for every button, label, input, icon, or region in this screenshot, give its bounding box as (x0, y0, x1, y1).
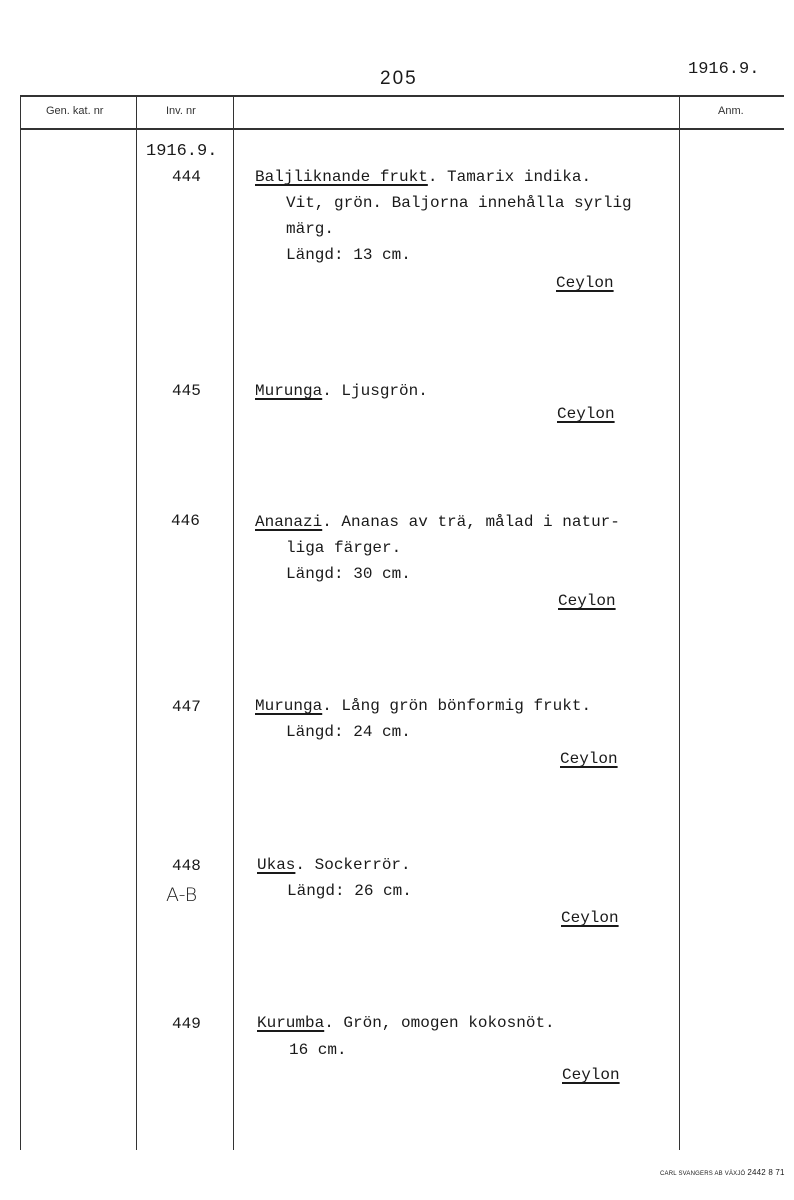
entry-line: Längd: 30 cm. (286, 565, 411, 583)
entry-date: 1916.9. (146, 142, 218, 161)
ledger-reference: 1916.9. (688, 60, 760, 79)
entry-line: liga färger. (286, 539, 402, 557)
entry-line: Längd: 26 cm. (287, 882, 412, 900)
printer-name: CARL SVANGERS AB VÄXJÖ (660, 1171, 746, 1177)
header-bottom-rule (20, 128, 784, 130)
entry-description (255, 509, 620, 535)
entry-origin: Ceylon (558, 592, 616, 610)
entry-text: . Tamarix indika. (427, 168, 592, 186)
entry-title: Ananazi (255, 513, 323, 531)
entry-text: . Sockerrör. (295, 856, 411, 874)
entry-text: . Ananas av trä, målad i natur- (322, 513, 620, 531)
anm-divider (679, 95, 680, 1150)
entry-title: Ukas (257, 856, 296, 874)
left-border (20, 95, 21, 1150)
entry-line: märg. (286, 220, 335, 238)
entry-origin: Ceylon (561, 909, 619, 927)
entry-title: Murunga (255, 697, 323, 715)
entry-title: Murunga (255, 382, 323, 400)
inv-number: 444 (172, 168, 201, 186)
column-header-anm: Anm. (718, 105, 744, 117)
entry-title: Baljliknande frukt (255, 168, 428, 186)
entry-description (255, 378, 428, 404)
entry-description (255, 164, 591, 190)
column-header-inv: Inv. nr (166, 105, 196, 117)
entry-line: Längd: 13 cm. (286, 246, 411, 264)
entry-origin: Ceylon (557, 405, 615, 423)
header-top-rule (20, 95, 784, 97)
entry-text: . Lång grön bönformig frukt. (322, 697, 592, 715)
page-number: 205 (380, 68, 418, 89)
column-header-gen-kat: Gen. kat. nr (46, 105, 104, 117)
entry-description (257, 852, 411, 878)
inv-number: 448 (172, 857, 201, 875)
entry-line: 16 cm. (289, 1041, 347, 1059)
entry-title: Kurumba (257, 1014, 325, 1032)
form-code: 2442 8 71 (747, 1168, 785, 1177)
handwritten-inv-suffix: A-B (166, 884, 198, 906)
entry-text: . Grön, omogen kokosnöt. (324, 1014, 555, 1032)
inv-number: 445 (172, 382, 201, 400)
entry-line: Längd: 24 cm. (286, 723, 411, 741)
inv-number: 447 (172, 698, 201, 716)
entry-origin: Ceylon (556, 274, 614, 292)
gen-kat-divider (136, 95, 137, 1150)
entry-line: Vit, grön. Baljorna innehålla syrlig (286, 194, 632, 212)
inv-divider (233, 95, 234, 1150)
entry-origin: Ceylon (562, 1066, 620, 1084)
entry-origin: Ceylon (560, 750, 618, 768)
entry-text: . Ljusgrön. (322, 382, 428, 400)
entry-description (255, 693, 591, 719)
inv-number: 449 (172, 1015, 201, 1033)
entry-description (257, 1010, 555, 1036)
inv-number: 446 (171, 512, 200, 530)
printer-mark (660, 1168, 785, 1177)
